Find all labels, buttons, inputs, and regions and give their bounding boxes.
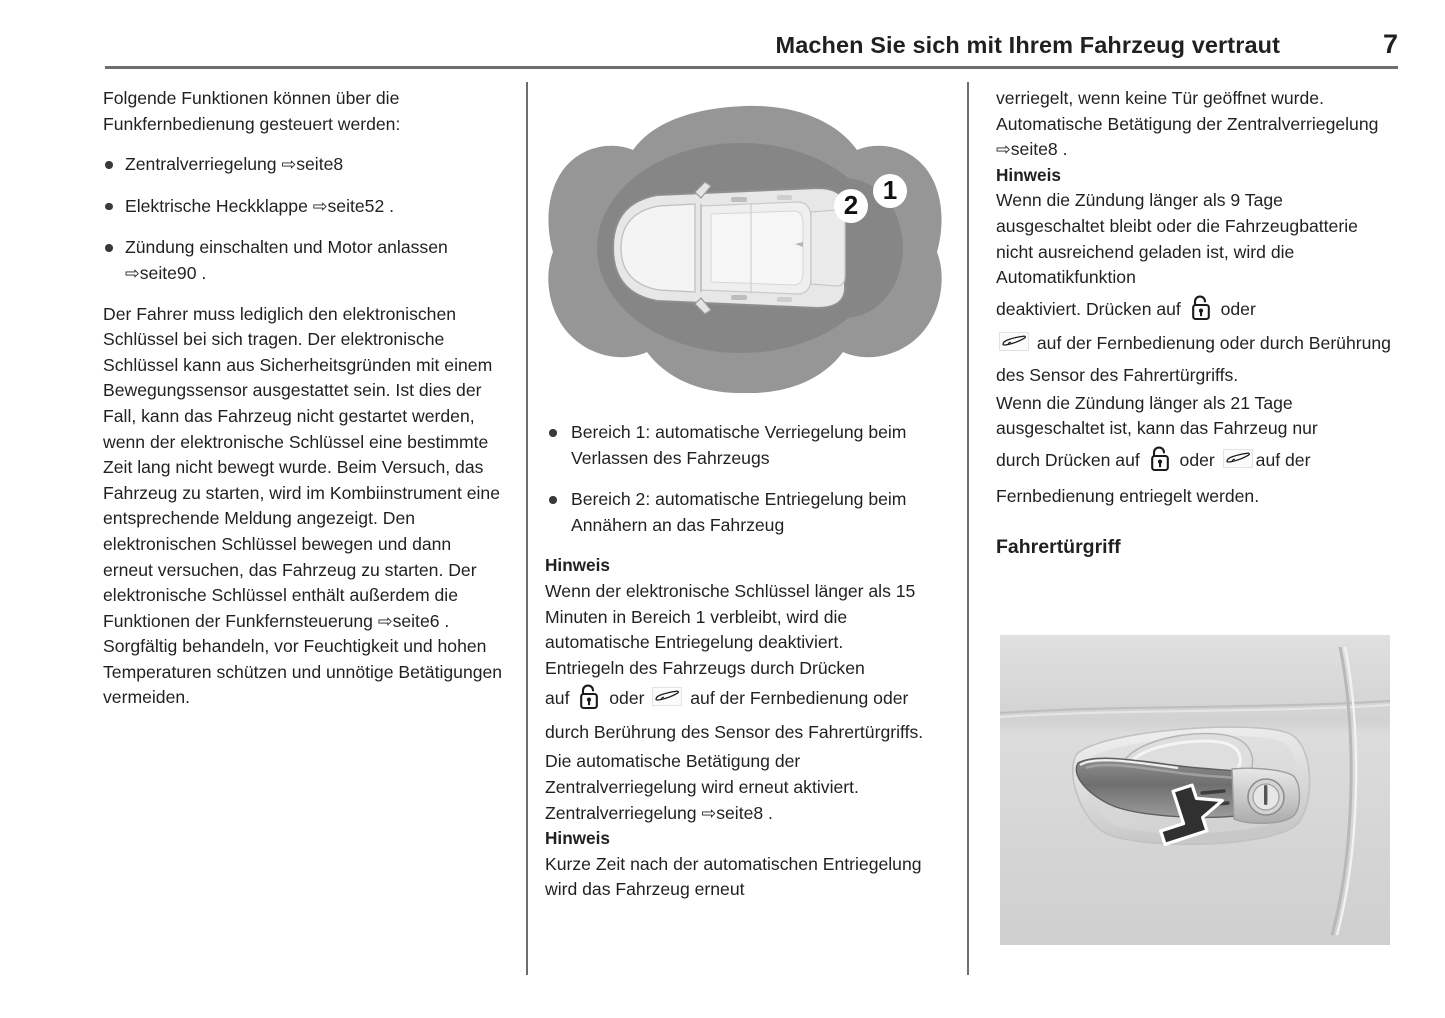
- keyhole-slot: [1264, 785, 1267, 805]
- unlock-instruction-line2: [545, 681, 945, 749]
- car-zones-svg: [545, 96, 945, 401]
- ignition-21days-paragraph: Wenn die Zündung länger als 21 Tage ausgeschaltet ist, kann das Fahrzeug nur: [996, 392, 1318, 439]
- feature-bullet-list: [103, 152, 503, 286]
- door-handle-illustration: [1000, 635, 1390, 945]
- deactivation-post: auf der Fernbedienung oder durch Berührung des Sensor des Fahrertürgriffs.: [996, 332, 1391, 385]
- deactivation-instruction-line1: [996, 291, 1396, 327]
- unlock-instruction-mid: oder: [609, 688, 645, 709]
- unlock-only-mid: oder: [1179, 449, 1215, 470]
- central-locking-paragraph: Automatische Betätigung der Zentralverriegelung ⇨seite8 .: [996, 113, 1379, 160]
- zone-badge-2-label: 2: [843, 190, 859, 220]
- column-two: [545, 420, 945, 903]
- list-item-label: Bereich 1: automatische Verriegelung beim Verlassen des Fahrzeugs: [571, 422, 907, 468]
- zone-badge-2: [834, 189, 868, 223]
- bullet-dot-icon: [549, 429, 557, 437]
- body-paragraph: Der Fahrer muss lediglich den elektronischen Schlüssel bei sich tragen. Der elektronische Schlüssel kann aus Sicherheitsgründen mit einem Bewegungssensor ausgestattet sein. Ist dies der Fall, kann das Fahrzeug nicht gestartet werden, wenn der elektronische Schlüssel eine bestimmte Zeit lang nicht bewegt wurde. Beim Versuch, das Fahrzeug zu starten, wird im Kombiinstrument eine entsprechende Meldung angezeigt. Den elektronischen Schlüssel bewegen und dann erneut versuchen, das Fahrzeug zu starten. Der elektronische Schlüssel enthält außerdem die Funktionen der Funkfernsteuerung ⇨seite6 . Sorgfältig behandeln, vor Feuchtigkeit und hohen Temperaturen schützen und unnötige Betätigungen vermeiden.: [103, 303, 503, 708]
- auto-lock-paragraph: Die automatische Betätigung der Zentralverriegelung wird erneut aktiviert. Zentralverriegelung ⇨seite8 .: [545, 751, 859, 823]
- bullet-dot-icon: [105, 203, 113, 211]
- column-three: [996, 86, 1396, 572]
- list-item: [103, 194, 503, 220]
- header-divider: [105, 66, 1398, 69]
- list-item: [545, 487, 945, 538]
- zone-badge-1-label: 1: [882, 175, 898, 205]
- list-item-label: Bereich 2: automatische Entriegelung beim Annähern an das Fahrzeug: [571, 489, 907, 535]
- list-item-label: Zündung einschalten und Motor anlassen ⇨seite90 .: [125, 237, 448, 283]
- page-title: Machen Sie sich mit Ihrem Fahrzeug vertraut: [775, 32, 1280, 58]
- spacer: [103, 137, 503, 152]
- continued-paragraph: verriegelt, wenn keine Tür geöffnet wurde.: [996, 88, 1324, 108]
- car-topview-graphic: [613, 182, 845, 314]
- unlock-padlock-icon: [1149, 446, 1171, 472]
- unlock-padlock-icon: [578, 684, 600, 710]
- zone-badge-1: [873, 174, 907, 208]
- car-detection-zones-figure: [545, 96, 945, 401]
- note-body: Wenn der elektronische Schlüssel länger als 15 Minuten in Bereich 1 verbleibt, wird die automatische Entriegelung deaktiviert.: [545, 580, 916, 653]
- deactivation-instruction-line2: [996, 327, 1396, 391]
- bullet-dot-icon: [105, 244, 113, 252]
- spacer: [545, 538, 945, 553]
- unlock-instruction-post: auf der Fernbedienung oder durch Berührung des Sensor des Fahrertürgriffs.: [545, 688, 924, 743]
- unlock-only-instruction: [996, 442, 1396, 514]
- list-item: [545, 420, 945, 471]
- unlock-only-pre: durch Drücken auf: [996, 449, 1140, 470]
- note-body: Kurze Zeit nach der automatischen Entriegelung wird das Fahrzeug erneut: [545, 853, 922, 900]
- list-item: [103, 152, 503, 178]
- bullet-dot-icon: [105, 161, 113, 169]
- note-heading: Hinweis: [996, 164, 1061, 185]
- unlock-instruction-pre: auf: [545, 688, 570, 709]
- spacer: [103, 287, 503, 302]
- zone-bullet-list: [545, 420, 945, 538]
- note-heading: Hinweis: [545, 828, 610, 849]
- column-one: [103, 86, 503, 711]
- unlock-padlock-icon: [1190, 295, 1212, 321]
- column-divider-2: [967, 82, 969, 975]
- car-side-profile-icon: [652, 683, 682, 702]
- deactivation-mid: oder: [1220, 298, 1256, 319]
- bullet-dot-icon: [549, 496, 557, 504]
- list-item-label: Elektrische Heckklappe ⇨seite52 .: [125, 195, 395, 216]
- note-body: Wenn die Zündung länger als 9 Tage ausgeschaltet bleibt oder die Fahrzeugbatterie nicht ausreichend geladen ist, wird die Automatikfunktion: [996, 190, 1358, 288]
- note-heading: Hinweis: [545, 555, 610, 576]
- page-number: 7: [1382, 29, 1398, 59]
- column-divider-1: [526, 82, 528, 975]
- car-side-profile-icon: [1223, 444, 1253, 463]
- car-side-profile-icon: [999, 329, 1029, 348]
- section-subheading: Fahrertürgriff: [996, 535, 1121, 558]
- deactivation-pre: deaktiviert. Drücken auf: [996, 298, 1181, 319]
- unlock-only-post: auf der Fernbedienung entriegelt werden.: [996, 449, 1311, 506]
- intro-paragraph: Folgende Funktionen können über die Funkfernbedienung gesteuert werden:: [103, 88, 401, 134]
- list-item: [103, 235, 503, 286]
- driver-door-handle-figure: [1000, 635, 1390, 945]
- page-header: [105, 29, 1398, 66]
- unlock-instruction-line1: Entriegeln des Fahrzeugs durch Drücken: [545, 657, 865, 678]
- list-item-label: Zentralverriegelung ⇨seite8: [125, 154, 344, 175]
